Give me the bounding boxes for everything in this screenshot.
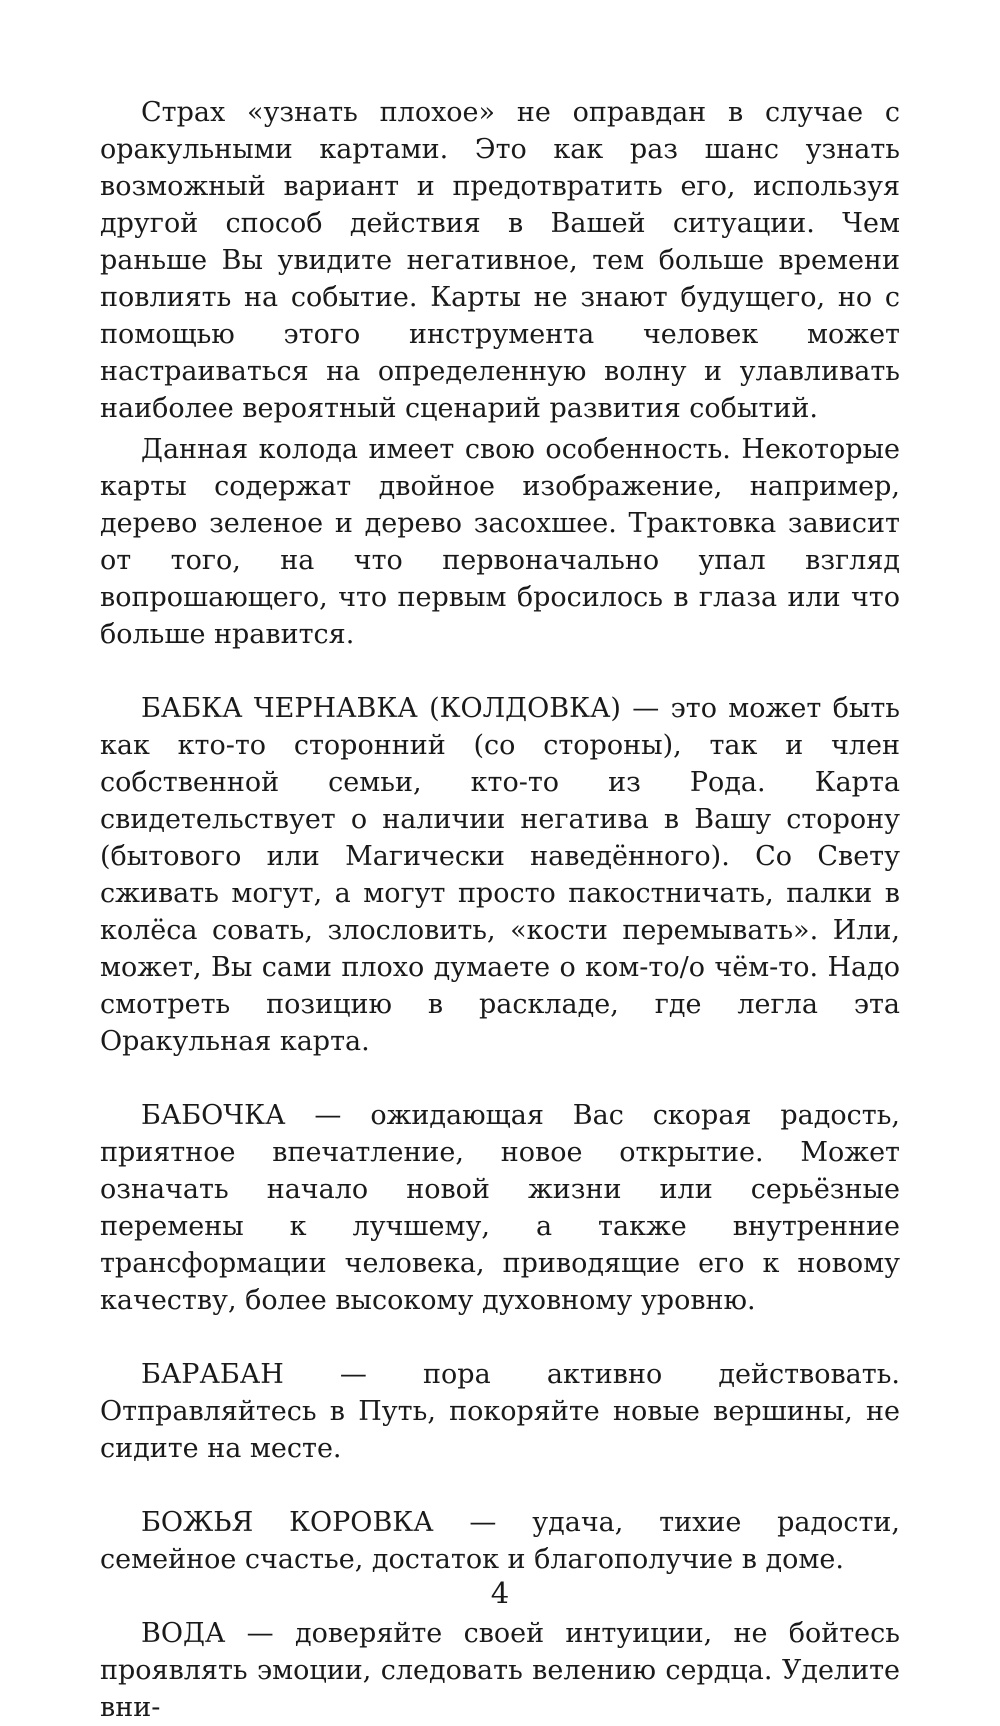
entry-voda: ВОДА — доверяйте своей интуиции, не бойтесь проявлять эмоции, следовать велению сердца. Уделите вни- [100, 1618, 900, 1723]
entry-babka-chernavka: БАБКА ЧЕРНАВКА (КОЛДОВКА) — это может быть как кто-то сторонний (со стороны), так и член собственной семьи, кто-то из Рода. Карта свидетельствует о наличии негатива в Вашу сторону (бытового или Магически наведённого). Со Свету сживать могут, а могут просто пакостничать, палки в колёса совать, злословить, «кости перемывать». Или, может, Вы сами плохо думаете о ком-то/о чём-то. Надо смотреть позицию в раскладе, где легла эта Оракульная карта. [100, 693, 900, 1057]
page-number: 4 [490, 1576, 510, 1610]
entry-baraban: БАРАБАН — пора активно действовать. Отправляйтесь в Путь, покоряйте новые вершины, не сидите на месте. [100, 1359, 900, 1464]
card-entries [100, 690, 900, 1726]
intro-section [100, 94, 900, 653]
intro-paragraph: Страх «узнать плохое» не оправдан в случае с оракульными картами. Это как раз шанс узнать возможный вариант и предотвратить его, используя другой способ действия в Вашей ситуации. Чем раньше Вы увидите негативное, тем больше времени повлиять на событие. Карты не знают будущего, но с помощью этого инструмента человек может настраиваться на определенную волну и улавливать наиболее вероятный сценарий развития событий. [100, 97, 900, 424]
entry-bozhya-korovka: БОЖЬЯ КОРОВКА — удача, тихие радости, семейное счастье, достаток и благополучие в доме. [100, 1507, 900, 1575]
intro-paragraph: Данная колода имеет свою особенность. Некоторые карты содержат двойное изображение, например, дерево зеленое и дерево засохшее. Трактовка зависит от того, на что первоначально упал взгляд вопрошающего, что первым бросилось в глаза или что больше нравится. [100, 434, 900, 650]
entry-babochka: БАБОЧКА — ожидающая Вас скорая радость, приятное впечатление, новое открытие. Может означать начало новой жизни или серьёзные перемены к лучшему, а также внутренние трансформации человека, приводящие его к новому качеству, более высокому духовному уровню. [100, 1100, 900, 1316]
page-body [100, 94, 900, 1723]
